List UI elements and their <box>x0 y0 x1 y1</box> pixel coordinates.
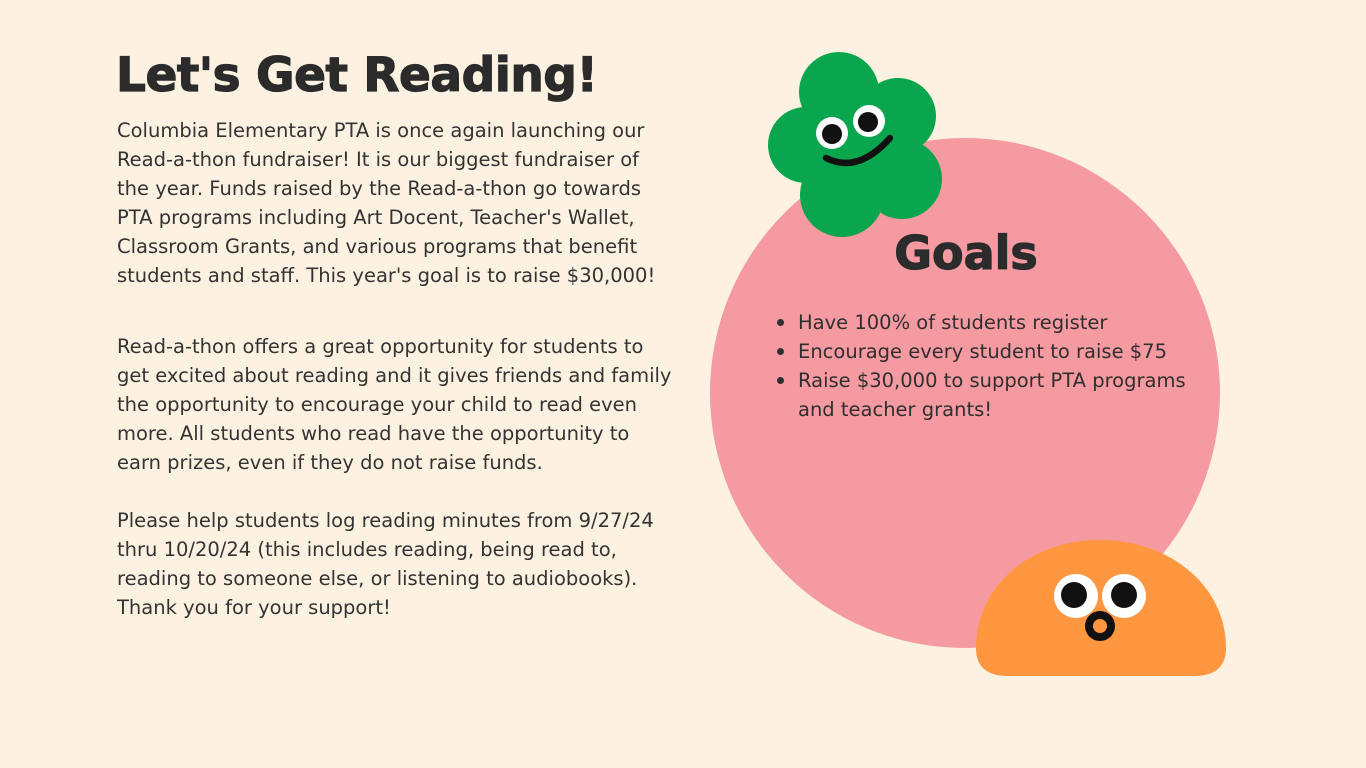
surprised-blob-icon <box>968 536 1232 682</box>
goals-title: Goals <box>894 226 1038 280</box>
intro-paragraph: Columbia Elementary PTA is once again launching our Read-a-thon fundraiser! It is our biggest fundraiser of the year. Funds raised by the Read-a-thon go towards PTA programs including Art Docent, Teacher's Wallet, Classroom Grants, and various programs that benefit students and staff. This year's goal is to raise $30,000! <box>117 119 656 287</box>
page-title: Let's Get Reading! <box>116 48 598 103</box>
goal-item: Encourage every student to raise $75 <box>798 337 1188 366</box>
reading-log-paragraph: Please help students log reading minutes from 9/27/24 thru 10/20/24 (this includes reading, being read to, reading to someone else, or listening to audiobooks). Thank you for your support! <box>117 509 654 619</box>
goals-list <box>798 308 1188 424</box>
body-text <box>117 116 677 622</box>
goal-item: Have 100% of students register <box>798 308 1188 337</box>
goal-item: Raise $30,000 to support PTA programs and teacher grants! <box>798 366 1188 424</box>
opportunity-paragraph: Read-a-thon offers a great opportunity for students to get excited about reading and it gives friends and family the opportunity to encourage your child to read even more. All students who read have the opportunity to earn prizes, even if they do not raise funds. <box>117 335 672 474</box>
smiling-flower-icon <box>762 46 952 241</box>
